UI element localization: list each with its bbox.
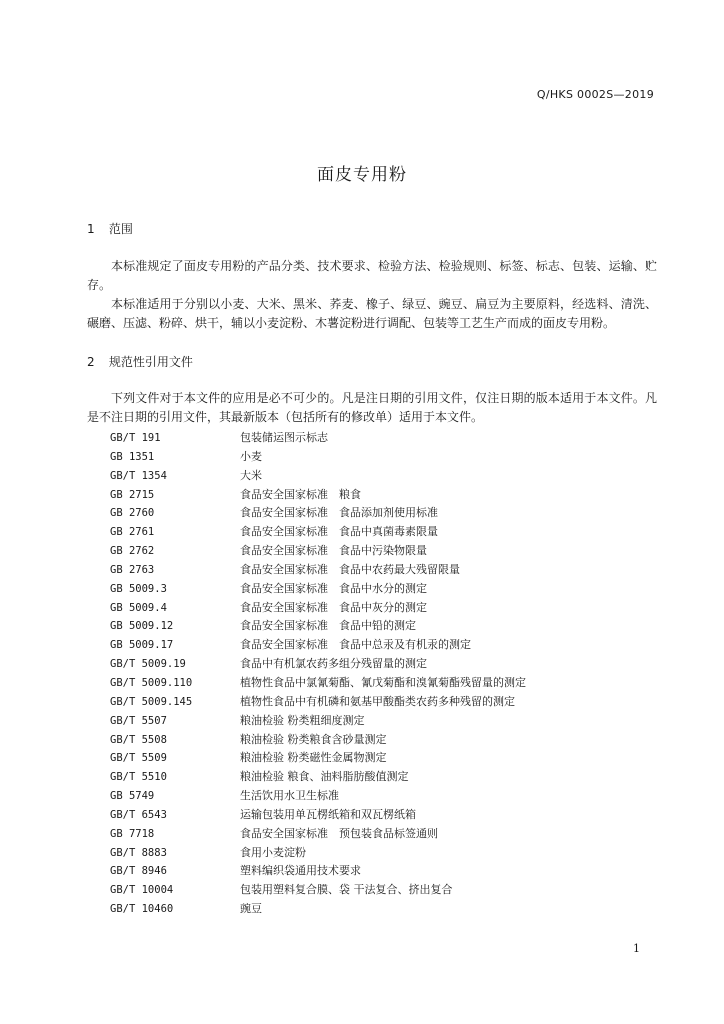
reference-code: GB/T 5009.110 (110, 676, 193, 689)
reference-title: 植物性食品中氯氰菊酯、氰戊菊酯和溴氰菊酯残留量的测定 (240, 675, 526, 689)
reference-title: 生活饮用水卫生标准 (240, 789, 339, 803)
reference-code: GB/T 5510 (110, 771, 167, 784)
section-title: 范围 (108, 222, 133, 236)
reference-title: 食品安全国家标准 食品中真菌毒素限量 (240, 525, 438, 539)
reference-title: 粮油检验 粮食、油料脂肪酸值测定 (240, 770, 409, 784)
reference-row (110, 900, 630, 919)
reference-title: 塑料编织袋通用技术要求 (240, 864, 361, 878)
reference-title: 豌豆 (240, 902, 262, 916)
section-heading-scope (87, 220, 133, 237)
reference-title: 食品安全国家标准 粮食 (240, 487, 361, 501)
reference-row (110, 486, 630, 505)
reference-list (110, 429, 630, 919)
reference-code: GB/T 1354 (110, 469, 167, 482)
reference-code: GB 5009.12 (110, 620, 174, 633)
reference-title: 大米 (240, 468, 262, 482)
reference-code: GB/T 8946 (110, 865, 167, 878)
reference-title: 食品安全国家标准 食品中灰分的测定 (240, 600, 427, 614)
reference-code: GB/T 5507 (110, 714, 167, 727)
section-title: 规范性引用文件 (108, 355, 193, 369)
reference-row (110, 806, 630, 825)
reference-title: 食品安全国家标准 预包装食品标签通则 (240, 826, 438, 840)
reference-row (110, 674, 630, 693)
reference-title: 包装储运图示标志 (240, 431, 328, 444)
reference-row (110, 844, 630, 863)
reference-row (110, 448, 630, 467)
reference-code: GB/T 8883 (110, 846, 167, 859)
reference-row (110, 712, 630, 731)
reference-title: 小麦 (240, 449, 262, 463)
reference-row (110, 542, 630, 561)
reference-title: 食用小麦淀粉 (240, 845, 306, 859)
reference-row (110, 467, 630, 486)
reference-row (110, 580, 630, 599)
reference-code: GB 7718 (110, 827, 155, 840)
reference-code: GB 5009.3 (110, 582, 167, 595)
reference-title: 粮油检验 粉类粮食含砂量测定 (240, 732, 387, 746)
reference-title: 食品安全国家标准 食品中铅的测定 (240, 619, 416, 633)
reference-row (110, 787, 630, 806)
reference-code: GB 2762 (110, 545, 155, 558)
reference-code: GB 5749 (110, 790, 155, 803)
reference-row (110, 504, 630, 523)
reference-code: GB 5009.17 (110, 639, 174, 652)
reference-row (110, 523, 630, 542)
reference-row (110, 429, 630, 448)
reference-code: GB 2715 (110, 488, 155, 501)
reference-row (110, 636, 630, 655)
reference-row (110, 749, 630, 768)
reference-title: 食品中有机氯农药多组分残留量的测定 (240, 657, 427, 671)
scope-paragraph-1: 本标准规定了面皮专用粉的产品分类、技术要求、检验方法、检验规则、标签、标志、包装、运输、贮存。 (87, 259, 657, 292)
scope-paragraph-2: 本标准适用于分别以小麦、大米、黑米、荞麦、橡子、绿豆、豌豆、扁豆为主要原料，经选料、清洗、碾磨、压滤、粉碎、烘干，辅以小麦淀粉、木薯淀粉进行调配、包装等工艺生产而成的面皮专用粉。 (87, 297, 657, 330)
reference-code: GB/T 191 (110, 432, 161, 444)
section-number: 1 (87, 222, 95, 236)
reference-row (110, 768, 630, 787)
reference-row (110, 862, 630, 881)
header-rule (87, 108, 654, 109)
standard-code: Q/HKS 0002S—2019 (536, 88, 654, 101)
reference-title: 包装用塑料复合膜、袋 干法复合、挤出复合 (240, 883, 453, 897)
reference-title: 粮油检验 粉类粗细度测定 (240, 713, 365, 727)
reference-row (110, 731, 630, 750)
reference-title: 食品安全国家标准 食品中农药最大残留限量 (240, 562, 460, 576)
reference-row (110, 825, 630, 844)
reference-title: 食品安全国家标准 食品中污染物限量 (240, 544, 427, 558)
reference-row (110, 561, 630, 580)
reference-row (110, 693, 630, 712)
reference-code: GB/T 10004 (110, 884, 174, 897)
reference-code: GB 2761 (110, 526, 155, 539)
page-number: 1 (633, 942, 640, 955)
reference-title: 运输包装用单瓦楞纸箱和双瓦楞纸箱 (240, 807, 416, 821)
reference-code: GB/T 5009.19 (110, 658, 186, 671)
reference-code: GB/T 5509 (110, 752, 167, 765)
reference-code: GB/T 5508 (110, 733, 167, 746)
reference-row (110, 599, 630, 618)
reference-code: GB/T 5009.145 (110, 695, 193, 708)
section-number: 2 (87, 355, 95, 369)
reference-title: 植物性食品中有机磷和氨基甲酸酯类农药多种残留的测定 (240, 694, 515, 708)
reference-code: GB 1351 (110, 450, 155, 463)
reference-title: 食品安全国家标准 食品中水分的测定 (240, 581, 427, 595)
document-title: 面皮专用粉 (317, 165, 407, 185)
section-heading-normative-references (87, 353, 193, 370)
reference-code: GB/T 6543 (110, 808, 167, 821)
references-intro-paragraph: 下列文件对于本文件的应用是必不可少的。凡是注日期的引用文件，仅注日期的版本适用于本文件。凡是不注日期的引用文件，其最新版本（包括所有的修改单）适用于本文件。 (87, 391, 657, 424)
reference-row (110, 881, 630, 900)
reference-row (110, 655, 630, 674)
reference-title: 食品安全国家标准 食品添加剂使用标准 (240, 506, 438, 520)
reference-code: GB 5009.4 (110, 601, 167, 614)
reference-title: 食品安全国家标准 食品中总汞及有机汞的测定 (240, 638, 471, 652)
reference-code: GB/T 10460 (110, 903, 174, 916)
reference-row (110, 617, 630, 636)
reference-title: 粮油检验 粉类磁性金属物测定 (240, 751, 387, 765)
reference-code: GB 2760 (110, 507, 155, 520)
reference-code: GB 2763 (110, 563, 155, 576)
